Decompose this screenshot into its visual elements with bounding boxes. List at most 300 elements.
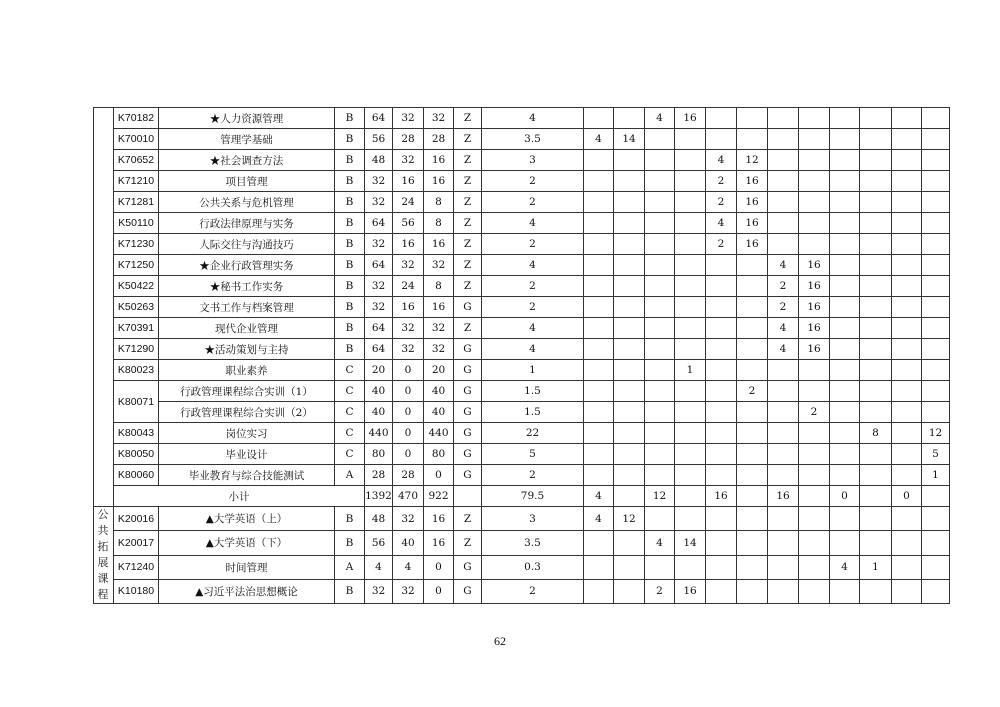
semester-cell	[860, 507, 892, 531]
theory-hours: 32	[393, 255, 424, 276]
semester-cell	[675, 444, 706, 465]
semester-cell	[892, 255, 922, 276]
semester-cell	[768, 171, 799, 192]
semester-cell	[706, 276, 737, 297]
semester-cell	[922, 507, 950, 531]
course-code: K50422	[114, 276, 159, 297]
semester-cell	[892, 213, 922, 234]
semester-cell	[892, 465, 922, 486]
semester-cell	[645, 276, 675, 297]
semester-cell	[706, 531, 737, 555]
course-code: K80050	[114, 444, 159, 465]
semester-cell	[737, 555, 768, 579]
semester-cell	[645, 171, 675, 192]
theory-hours: 0	[393, 360, 424, 381]
semester-cell	[830, 318, 860, 339]
semester-cell	[892, 276, 922, 297]
credits: 2	[482, 192, 584, 213]
semester-cell: 2	[706, 171, 737, 192]
semester-cell	[706, 507, 737, 531]
semester-cell	[737, 108, 768, 129]
table-row	[94, 339, 950, 360]
semester-cell	[892, 297, 922, 318]
semester-cell: 16	[799, 297, 830, 318]
course-code: K71250	[114, 255, 159, 276]
total-hours: 64	[365, 318, 393, 339]
credits: 2	[482, 465, 584, 486]
total-hours: 56	[365, 129, 393, 150]
semester-cell	[614, 297, 645, 318]
semester-cell	[675, 150, 706, 171]
semester-cell	[830, 507, 860, 531]
semester-cell	[645, 150, 675, 171]
semester-cell	[860, 129, 892, 150]
exam-type: Z	[454, 507, 482, 531]
exam-type: Z	[454, 531, 482, 555]
semester-cell	[614, 213, 645, 234]
semester-cell	[768, 507, 799, 531]
semester-cell	[584, 381, 614, 402]
course-code: K71281	[114, 192, 159, 213]
semester-cell	[675, 192, 706, 213]
total-hours: 48	[365, 150, 393, 171]
semester-cell	[706, 402, 737, 423]
semester-cell: 12	[737, 150, 768, 171]
semester-cell	[706, 255, 737, 276]
table-row	[94, 444, 950, 465]
semester-cell	[614, 579, 645, 603]
theory-hours: 32	[393, 507, 424, 531]
semester-cell	[614, 171, 645, 192]
semester-cell	[584, 555, 614, 579]
semester-cell	[922, 234, 950, 255]
semester-cell	[614, 318, 645, 339]
course-type: B	[335, 150, 365, 171]
semester-cell	[614, 423, 645, 444]
semester-cell	[799, 579, 830, 603]
semester-cell	[799, 171, 830, 192]
course-code: K80071	[114, 381, 159, 423]
practice-hours: 32	[424, 108, 454, 129]
course-type: B	[335, 213, 365, 234]
semester-cell	[830, 423, 860, 444]
table-row	[94, 318, 950, 339]
credits: 1	[482, 360, 584, 381]
semester-cell	[922, 213, 950, 234]
credits: 5	[482, 444, 584, 465]
semester-cell	[922, 297, 950, 318]
course-code: K20017	[114, 531, 159, 555]
course-type: B	[335, 276, 365, 297]
credits: 2	[482, 297, 584, 318]
exam-type: G	[454, 555, 482, 579]
credits: 22	[482, 423, 584, 444]
semester-cell	[675, 276, 706, 297]
semester-cell	[799, 150, 830, 171]
semester-cell	[584, 213, 614, 234]
semester-cell	[675, 402, 706, 423]
table-row	[94, 381, 950, 402]
semester-cell	[922, 276, 950, 297]
semester-cell: 2	[768, 276, 799, 297]
course-name: 毕业设计	[159, 444, 335, 465]
course-code: K70391	[114, 318, 159, 339]
credits: 1.5	[482, 402, 584, 423]
semester-cell	[892, 507, 922, 531]
exam-type: Z	[454, 276, 482, 297]
practice-hours: 8	[424, 213, 454, 234]
semester-cell: 4	[768, 339, 799, 360]
course-name: ★秘书工作实务	[159, 276, 335, 297]
semester-cell	[922, 318, 950, 339]
exam-type: Z	[454, 171, 482, 192]
total-hours: 64	[365, 213, 393, 234]
semester-cell	[768, 129, 799, 150]
semester-cell	[860, 402, 892, 423]
semester-cell	[737, 531, 768, 555]
semester-cell: 5	[922, 444, 950, 465]
semester-cell	[799, 192, 830, 213]
semester-cell	[892, 555, 922, 579]
total-hours: 40	[365, 402, 393, 423]
course-type: B	[335, 531, 365, 555]
subtotal-semester-cell	[799, 486, 830, 507]
semester-cell	[922, 171, 950, 192]
practice-hours: 80	[424, 444, 454, 465]
course-name: ▲大学英语（上）	[159, 507, 335, 531]
course-code: K80023	[114, 360, 159, 381]
page-number: 62	[494, 634, 506, 648]
semester-cell	[892, 108, 922, 129]
semester-cell	[645, 213, 675, 234]
practice-hours: 28	[424, 129, 454, 150]
semester-cell	[922, 339, 950, 360]
semester-cell	[860, 297, 892, 318]
exam-type: G	[454, 339, 482, 360]
semester-cell	[645, 444, 675, 465]
table-row	[94, 579, 950, 603]
semester-cell	[860, 465, 892, 486]
semester-cell: 16	[799, 318, 830, 339]
semester-cell	[768, 381, 799, 402]
semester-cell	[860, 339, 892, 360]
subtotal-semester-cell: 16	[768, 486, 799, 507]
course-name: ▲习近平法治思想概论	[159, 579, 335, 603]
exam-type: Z	[454, 255, 482, 276]
course-name: ▲大学英语（下）	[159, 531, 335, 555]
semester-cell	[860, 234, 892, 255]
semester-cell	[922, 255, 950, 276]
semester-cell	[706, 318, 737, 339]
semester-cell	[768, 444, 799, 465]
total-hours: 48	[365, 507, 393, 531]
subtotal-semester-cell: 0	[830, 486, 860, 507]
semester-cell	[799, 423, 830, 444]
semester-cell	[860, 192, 892, 213]
table-row	[94, 531, 950, 555]
exam-type: Z	[454, 129, 482, 150]
exam-type: G	[454, 579, 482, 603]
table-row	[94, 402, 950, 423]
subtotal-semester-cell: 4	[584, 486, 614, 507]
semester-cell	[614, 402, 645, 423]
course-type: C	[335, 423, 365, 444]
subtotal-semester-cell: 0	[892, 486, 922, 507]
semester-cell	[584, 255, 614, 276]
semester-cell: 16	[799, 339, 830, 360]
semester-cell	[584, 318, 614, 339]
subtotal-semester-cell: 12	[645, 486, 675, 507]
credits: 2	[482, 276, 584, 297]
semester-cell	[737, 297, 768, 318]
course-code: K80060	[114, 465, 159, 486]
semester-cell	[737, 444, 768, 465]
theory-hours: 28	[393, 129, 424, 150]
semester-cell	[614, 150, 645, 171]
course-plan-table	[93, 107, 950, 604]
subtotal-semester-cell	[675, 486, 706, 507]
credits: 3.5	[482, 129, 584, 150]
semester-cell	[645, 423, 675, 444]
semester-cell	[706, 579, 737, 603]
semester-cell	[922, 360, 950, 381]
semester-cell	[737, 465, 768, 486]
theory-hours: 32	[393, 339, 424, 360]
total-hours: 20	[365, 360, 393, 381]
total-hours: 32	[365, 171, 393, 192]
semester-cell	[799, 360, 830, 381]
semester-cell	[737, 402, 768, 423]
semester-cell	[584, 150, 614, 171]
practice-hours: 440	[424, 423, 454, 444]
semester-cell: 1	[860, 555, 892, 579]
subtotal-label: 小计	[114, 486, 365, 507]
semester-cell	[860, 360, 892, 381]
semester-cell	[860, 444, 892, 465]
semester-cell	[737, 507, 768, 531]
course-code: K80043	[114, 423, 159, 444]
semester-cell	[860, 381, 892, 402]
semester-cell	[892, 339, 922, 360]
semester-cell: 8	[860, 423, 892, 444]
semester-cell	[675, 171, 706, 192]
subtotal-exam	[454, 486, 482, 507]
practice-hours: 8	[424, 276, 454, 297]
theory-hours: 16	[393, 297, 424, 318]
semester-cell	[675, 297, 706, 318]
category-cell	[94, 108, 114, 507]
course-name: 岗位实习	[159, 423, 335, 444]
exam-type: Z	[454, 192, 482, 213]
credits: 2	[482, 579, 584, 603]
subtotal-row	[94, 486, 950, 507]
semester-cell	[922, 108, 950, 129]
semester-cell	[584, 465, 614, 486]
semester-cell: 16	[737, 213, 768, 234]
semester-cell: 16	[799, 255, 830, 276]
course-name: 管理学基础	[159, 129, 335, 150]
semester-cell	[830, 444, 860, 465]
practice-hours: 16	[424, 234, 454, 255]
course-code: K10180	[114, 579, 159, 603]
subtotal-semester-cell	[922, 486, 950, 507]
course-type: C	[335, 402, 365, 423]
exam-type: G	[454, 423, 482, 444]
practice-hours: 40	[424, 402, 454, 423]
semester-cell	[768, 192, 799, 213]
semester-cell	[584, 531, 614, 555]
course-type: B	[335, 507, 365, 531]
course-name: 毕业教育与综合技能测试	[159, 465, 335, 486]
semester-cell	[768, 465, 799, 486]
course-name: 时间管理	[159, 555, 335, 579]
subtotal-semester-cell	[860, 486, 892, 507]
semester-cell	[768, 531, 799, 555]
semester-cell	[768, 360, 799, 381]
semester-cell	[799, 465, 830, 486]
semester-cell	[706, 423, 737, 444]
course-code: K71240	[114, 555, 159, 579]
credits: 3	[482, 150, 584, 171]
semester-cell	[737, 339, 768, 360]
semester-cell	[584, 360, 614, 381]
practice-hours: 16	[424, 531, 454, 555]
semester-cell	[892, 402, 922, 423]
semester-cell: 2	[706, 234, 737, 255]
semester-cell	[830, 192, 860, 213]
semester-cell: 14	[675, 531, 706, 555]
semester-cell	[706, 465, 737, 486]
course-name: ★活动策划与主持	[159, 339, 335, 360]
course-type: B	[335, 108, 365, 129]
credits: 4	[482, 339, 584, 360]
table-row	[94, 171, 950, 192]
category-public-extension: 公共拓展课程	[94, 507, 114, 604]
total-hours: 64	[365, 108, 393, 129]
course-type: B	[335, 255, 365, 276]
subtotal-semester-cell	[737, 486, 768, 507]
practice-hours: 32	[424, 255, 454, 276]
semester-cell	[830, 213, 860, 234]
exam-type: Z	[454, 213, 482, 234]
semester-cell	[614, 108, 645, 129]
semester-cell	[922, 555, 950, 579]
semester-cell	[737, 318, 768, 339]
table-row	[94, 465, 950, 486]
semester-cell	[737, 129, 768, 150]
exam-type: G	[454, 360, 482, 381]
theory-hours: 0	[393, 381, 424, 402]
semester-cell	[892, 129, 922, 150]
credits: 3.5	[482, 531, 584, 555]
practice-hours: 0	[424, 579, 454, 603]
semester-cell	[799, 213, 830, 234]
semester-cell	[830, 339, 860, 360]
semester-cell	[892, 444, 922, 465]
course-type: B	[335, 129, 365, 150]
table-row	[94, 555, 950, 579]
semester-cell	[922, 402, 950, 423]
course-code: K71290	[114, 339, 159, 360]
semester-cell	[614, 360, 645, 381]
theory-hours: 16	[393, 234, 424, 255]
course-name: 行政法律原理与实务	[159, 213, 335, 234]
semester-cell	[799, 129, 830, 150]
semester-cell	[645, 360, 675, 381]
semester-cell	[860, 318, 892, 339]
theory-hours: 4	[393, 555, 424, 579]
table-row	[94, 423, 950, 444]
semester-cell	[614, 276, 645, 297]
semester-cell: 16	[737, 192, 768, 213]
course-type: A	[335, 555, 365, 579]
table-row	[94, 213, 950, 234]
subtotal-total-hours: 1392	[365, 486, 393, 507]
credits: 4	[482, 213, 584, 234]
semester-cell	[830, 255, 860, 276]
semester-cell	[860, 531, 892, 555]
semester-cell	[799, 381, 830, 402]
semester-cell	[768, 579, 799, 603]
practice-hours: 40	[424, 381, 454, 402]
semester-cell	[614, 192, 645, 213]
course-code: K50263	[114, 297, 159, 318]
semester-cell	[892, 171, 922, 192]
theory-hours: 32	[393, 318, 424, 339]
total-hours: 32	[365, 579, 393, 603]
semester-cell	[645, 381, 675, 402]
semester-cell	[922, 579, 950, 603]
exam-type: G	[454, 381, 482, 402]
semester-cell	[830, 108, 860, 129]
course-code: K70182	[114, 108, 159, 129]
credits: 2	[482, 171, 584, 192]
semester-cell	[860, 213, 892, 234]
semester-cell	[768, 150, 799, 171]
semester-cell	[830, 129, 860, 150]
subtotal-credits: 79.5	[482, 486, 584, 507]
semester-cell	[584, 108, 614, 129]
semester-cell: 14	[614, 129, 645, 150]
total-hours: 32	[365, 297, 393, 318]
semester-cell	[922, 150, 950, 171]
semester-cell	[584, 423, 614, 444]
semester-cell: 4	[706, 213, 737, 234]
semester-cell	[768, 423, 799, 444]
semester-cell	[892, 381, 922, 402]
credits: 4	[482, 108, 584, 129]
semester-cell	[645, 255, 675, 276]
semester-cell	[675, 255, 706, 276]
semester-cell	[830, 360, 860, 381]
practice-hours: 32	[424, 318, 454, 339]
exam-type: Z	[454, 108, 482, 129]
semester-cell	[768, 402, 799, 423]
subtotal-practice-hours: 922	[424, 486, 454, 507]
table-row	[94, 192, 950, 213]
semester-cell: 2	[799, 402, 830, 423]
semester-cell	[706, 108, 737, 129]
exam-type: G	[454, 444, 482, 465]
table-row	[94, 108, 950, 129]
semester-cell	[830, 402, 860, 423]
semester-cell	[922, 531, 950, 555]
total-hours: 440	[365, 423, 393, 444]
exam-type: Z	[454, 234, 482, 255]
course-type: B	[335, 297, 365, 318]
semester-cell	[706, 339, 737, 360]
course-type: B	[335, 192, 365, 213]
